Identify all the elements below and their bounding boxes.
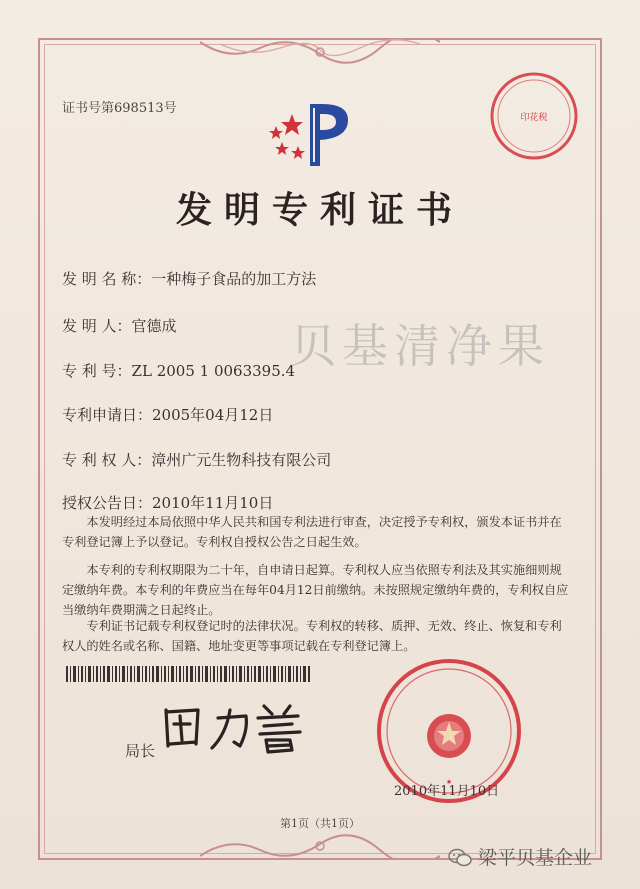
watermark-text: 贝基清净果 (290, 319, 550, 373)
page-footer: 第1页（共1页） (280, 817, 360, 830)
barcode-icon (66, 666, 311, 682)
certificate-number: 证书号第698513号 (62, 101, 177, 116)
body-paragraph-1: 本发明经过本局依照中华人民共和国专利法进行审查，决定授予专利权，颁发本证书并在专利登记簿上予以登记。专利权自授权公告之日起生效。 (62, 515, 562, 549)
top-ornament-icon (200, 38, 440, 66)
brand-watermark: 梁平贝基企业 (478, 847, 593, 869)
field-invention-name: 发 明 名 称：一种梅子食品的加工方法 (62, 270, 317, 288)
svg-text:印花税: 印花税 (520, 113, 548, 123)
patent-office-logo-icon (262, 100, 372, 172)
issued-date: 2010年11月10日 (394, 784, 500, 799)
field-patent-number: 专 利 号：ZL 2005 1 0063395.4 (62, 362, 296, 380)
field-grant-date: 授权公告日：2010年11月10日 (62, 494, 274, 512)
wechat-icon (448, 848, 472, 868)
bottom-ornament-icon (200, 832, 440, 860)
director-signature-icon (160, 700, 310, 755)
svg-text:★: ★ (445, 778, 453, 786)
body-paragraph-3: 专利证书记载专利权登记时的法律状况。专利权的转移、质押、无效、终止、恢复和专利权人的姓名或名称、国籍、地址变更等事项记载在专利登记簿上。 (62, 619, 562, 653)
agency-seal-icon (488, 70, 580, 162)
page-title: 发明专利证书 (175, 189, 464, 231)
body-paragraph-2: 本专利的专利权期限为二十年，自申请日起算。专利权人应当依照专利法及其实施细则规定缴纳年费。本专利的年费应当在每年04月12日前缴纳。未按照规定缴纳年费的，专利权自应当缴纳年费期满之日起终止。 (62, 563, 569, 617)
field-inventor: 发 明 人：官德成 (62, 317, 177, 335)
field-patentee: 专 利 权 人：漳州广元生物科技有限公司 (62, 451, 332, 469)
director-label: 局长 (125, 742, 156, 760)
field-filing-date: 专利申请日：2005年04月12日 (62, 406, 274, 424)
